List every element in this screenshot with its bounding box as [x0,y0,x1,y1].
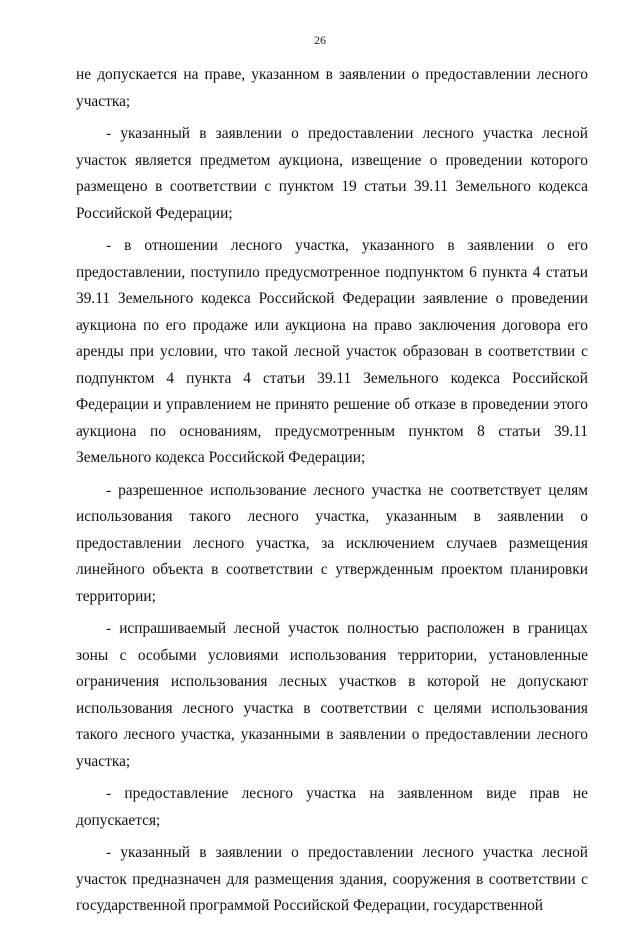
paragraph-permitted-use: - разрешенное использование лесного участка не соответствует целям использования такого лесного участка, указанным в заявлении о предоставлении лесного участка, за исключением случаев размещения линейного объекта в соответствии с утвержденным проектом планировки территории; [76,481,588,605]
paragraph-auction-subject: - указанный в заявлении о предоставлении лесного участка лесной участок является предметом аукциона, извещение о проведении которого размещено в соответствии с пунктом 19 статьи 39.11 Земельного кодекса Российской Федерации; [76,125,588,222]
paragraph-auction-application: - в отношении лесного участка, указанного в заявлении о его предоставлении, поступило предусмотренное подпунктом 6 пункта 4 статьи 39.11 Земельного кодекса Российской Федерации заявление о проведении аукциона по его продаже или аукциона на право заключения договора его аренды при условии, что такой лесной участок образован в соответствии с подпунктом 4 пункта 4 статьи 39.11 Земельного кодекса Российской Федерации и управлением не принято решение об отказе в проведении этого аукциона по основаниям, предусмотренным пунктом 8 статьи 39.11 Земельного кодекса Российской Федерации; [76,237,588,466]
paragraph-continuation: не допускается на праве, указанном в заявлении о предоставлении лесного участка; [76,66,588,110]
paragraph-state-program: - указанный в заявлении о предоставлении лесного участка лесной участок предназначен для размещения здания, сооружения в соответствии с государственной программой Российской Федерации, государственной [76,844,588,914]
paragraph-special-zone: - испрашиваемый лесной участок полностью расположен в границах зоны с особыми условиями использования территории, установленные ограничения использования лесных участков в которой не допускают использования лесного участка в соответствии с целями использования такого лесного участка, указанными в заявлении о предоставлении лесного участка; [76,620,588,770]
page-number: 26 [314,33,326,47]
paragraph-rights-type: - предоставление лесного участка на заявленном виде прав не допускается; [76,785,588,829]
document-body [76,62,588,926]
